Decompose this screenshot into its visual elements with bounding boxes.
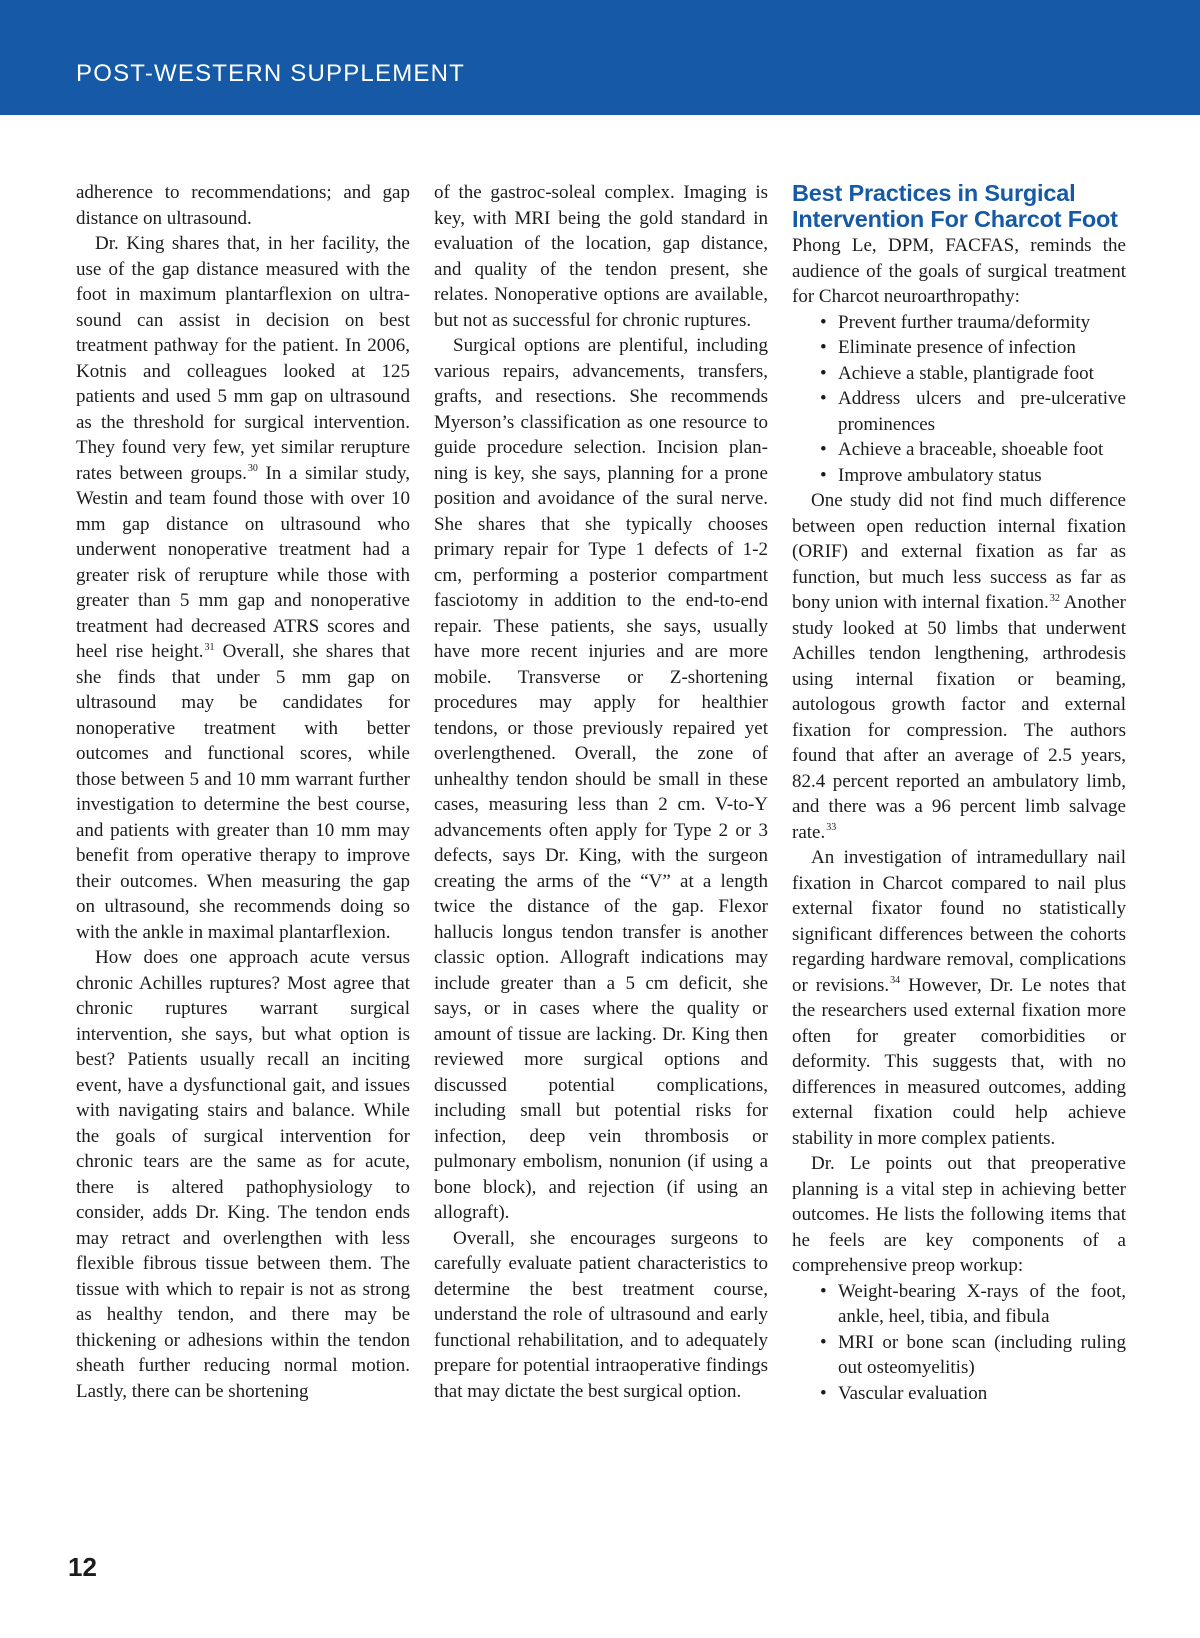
list-item: • Eliminate presence of infection [820, 335, 1126, 361]
paragraph: One study did not find much difference between open reduction internal fixation (ORIF) and external fixation as far as function, but much less success as far as bony union with internal fixation.$^{32}$ Another study looked at 50 limbs that underwent Achilles tendon lengthening, arthrodesis using internal fixation or beaming, autologous growth factor and external fixation for compression. The authors found that after an average of 2.5 years, 82.4 percent reported an ambulatory limb, and there was a 96 percent limb salvage rate.$^{33}$ [792, 490, 1126, 843]
reference-marker: 32 [1049, 592, 1060, 604]
reference-marker: 33 [826, 822, 837, 834]
reference-marker: 30 [247, 463, 258, 475]
list-item: • MRI or bone scan (including ruling out osteomyelitis) [820, 1330, 1126, 1381]
paragraph: Dr. King shares that, in her facility, the use of the gap distance measured with the foot in maximum plantarflexion on ultrasound can assist in decision on best treatment pathway for the patient. In 2006, Kotnis and colleagues looked at 125 patients and used 5 mm gap on ultrasound as the threshold for surgical intervention. They found very few, yet similar rerupture rates between groups.$^{30}$ In a similar study, Westin and team found those with over 10 mm gap distance on ultrasound who underwent nonoperative treatment had a greater risk of rerupture while those with greater than 5 mm gap and nonoperative treatment had decreased ATRS scores and heel rise height.$^{31}$ Overall, she shares that she finds that under 5 mm gap on ultrasound may be candidates for nonoperative treatment with better outcomes and functional scores, while those between 5 and 10 mm warrant further investigation to determine the best course, and patients with greater than 10 mm may benefit from operative therapy to improve their outcomes. When measuring the gap on ultrasound, she recommends doing so with the ankle in maximal plantarflexion. [76, 233, 410, 943]
list-item: • Prevent further trauma/deformity [820, 310, 1126, 336]
list-item: • Achieve a braceable, shoeable foot [820, 437, 1126, 463]
paragraph: How does one approach acute versus chronic Achilles ruptures? Most agree that chronic ruptures warrant surgical intervention, she says, but what option is best? Patients usually recall an inciting event, have a dysfunctional gait, and issues with navigating stairs and balance. While the goals of surgical intervention for chronic tears are the same as for acute, there is altered pathophysiology to consider, adds Dr. King. The tendon ends may retract and overlengthen with less flexible fibrous tissue between them. The tissue with which to repair is not as strong as healthy tendon, and there may be thickening or adhesions within the tendon sheath further reducing normal motion. Lastly, there can be shortening [76, 947, 410, 1402]
paragraph: Dr. Le points out that preoperative planning is a vital step in achieving better outcomes. He lists the following items that he feels are key components of a comprehensive preop workup: [792, 1153, 1126, 1276]
paragraph: Overall, she encourages surgeons to carefully evaluate patient characteristics to determine the best treatment course, understand the role of ultrasound and early functional rehabilitation, and to adequately prepare for potential intraoperative findings that may dictate the best surgical option. [434, 1227, 768, 1402]
text-column-3 [792, 180, 1126, 1540]
reference-marker: 31 [204, 641, 215, 653]
reference-marker: 34 [890, 975, 901, 987]
preop-workup-list [792, 1279, 1126, 1407]
section-heading: Best Practices in Surgical Intervention For Charcot Foot [792, 180, 1118, 232]
paragraph: Phong Le, DPM, FACFAS, reminds the audience of the goals of surgical treatment for Charcot neuroarthropathy: [792, 235, 1126, 307]
goals-list [792, 310, 1126, 489]
text-column-1 [76, 180, 410, 1540]
list-item: • Achieve a stable, plantigrade foot [820, 361, 1126, 387]
paragraph: adherence to recommendations; and gap distance on ultrasound. [76, 182, 410, 229]
paragraph: of the gastroc-soleal complex. Imaging is key, with MRI being the gold standard in evaluation of the location, gap distance, and quality of the tendon present, she relates. Nonoperative options are available, but not as successful for chronic ruptures. [434, 182, 768, 331]
paragraph: An investigation of intramedullary nail fixation in Charcot compared to nail plus external fixator found no statistically significant differences between the cohorts regarding hardware removal, complications or revisions.$^{34}$ However, Dr. Le notes that the researchers used external fixation more often for greater comorbidities or deformity. This suggests that, with no differences in measured outcomes, adding external fixation could help achieve stability in more complex patients. [792, 847, 1126, 1149]
page-number: 12 [68, 1552, 97, 1582]
list-item: • Weight-bearing X-rays of the foot, ankle, heel, tibia, and fibula [820, 1279, 1126, 1330]
paragraph: Surgical options are plentiful, including various repairs, advancements, transfers, grafts, and resections. She recommends Myerson’s classification as one resource to guide procedure selection. Incision planning is key, she says, planning for a prone position and avoidance of the sural nerve. She shares that she typically chooses primary repair for Type 1 defects of 1-2 cm, performing a posterior compartment fasciotomy in addition to the end-to-end repair. These patients, she says, usually have more recent injuries and are more mobile. Transverse or Z-shortening procedures may apply for healthier tendons, or those previously repaired yet overlengthened. Overall, the zone of unhealthy tendon should be small in these cases, measuring less than 2 cm. V-to-Y advancements often apply for Type 2 or 3 defects, says Dr. King, with the surgeon creating the arms of the “V” at a length twice the distance of the gap. Flexor hallucis longus tendon transfer is another classic option. Allograft indications may include greater than a 5 cm deficit, she says, or in cases where the quality or amount of tissue are lacking. Dr. King then reviewed more surgical options and discussed potential complications, including small but potential risks for infection, deep vein thrombosis or pulmonary embolism, nonunion (if using a bone block), and rejection (if using an allograft). [434, 335, 768, 1223]
list-item: • Improve ambulatory status [820, 463, 1126, 489]
header-band [0, 0, 1200, 115]
supplement-title: POST-WESTERN SUPPLEMENT [76, 60, 465, 87]
text-column-2 [434, 180, 768, 1540]
list-item: • Address ulcers and pre-ulcerative prominences [820, 386, 1126, 437]
list-item: • Vascular evaluation [820, 1381, 1126, 1407]
